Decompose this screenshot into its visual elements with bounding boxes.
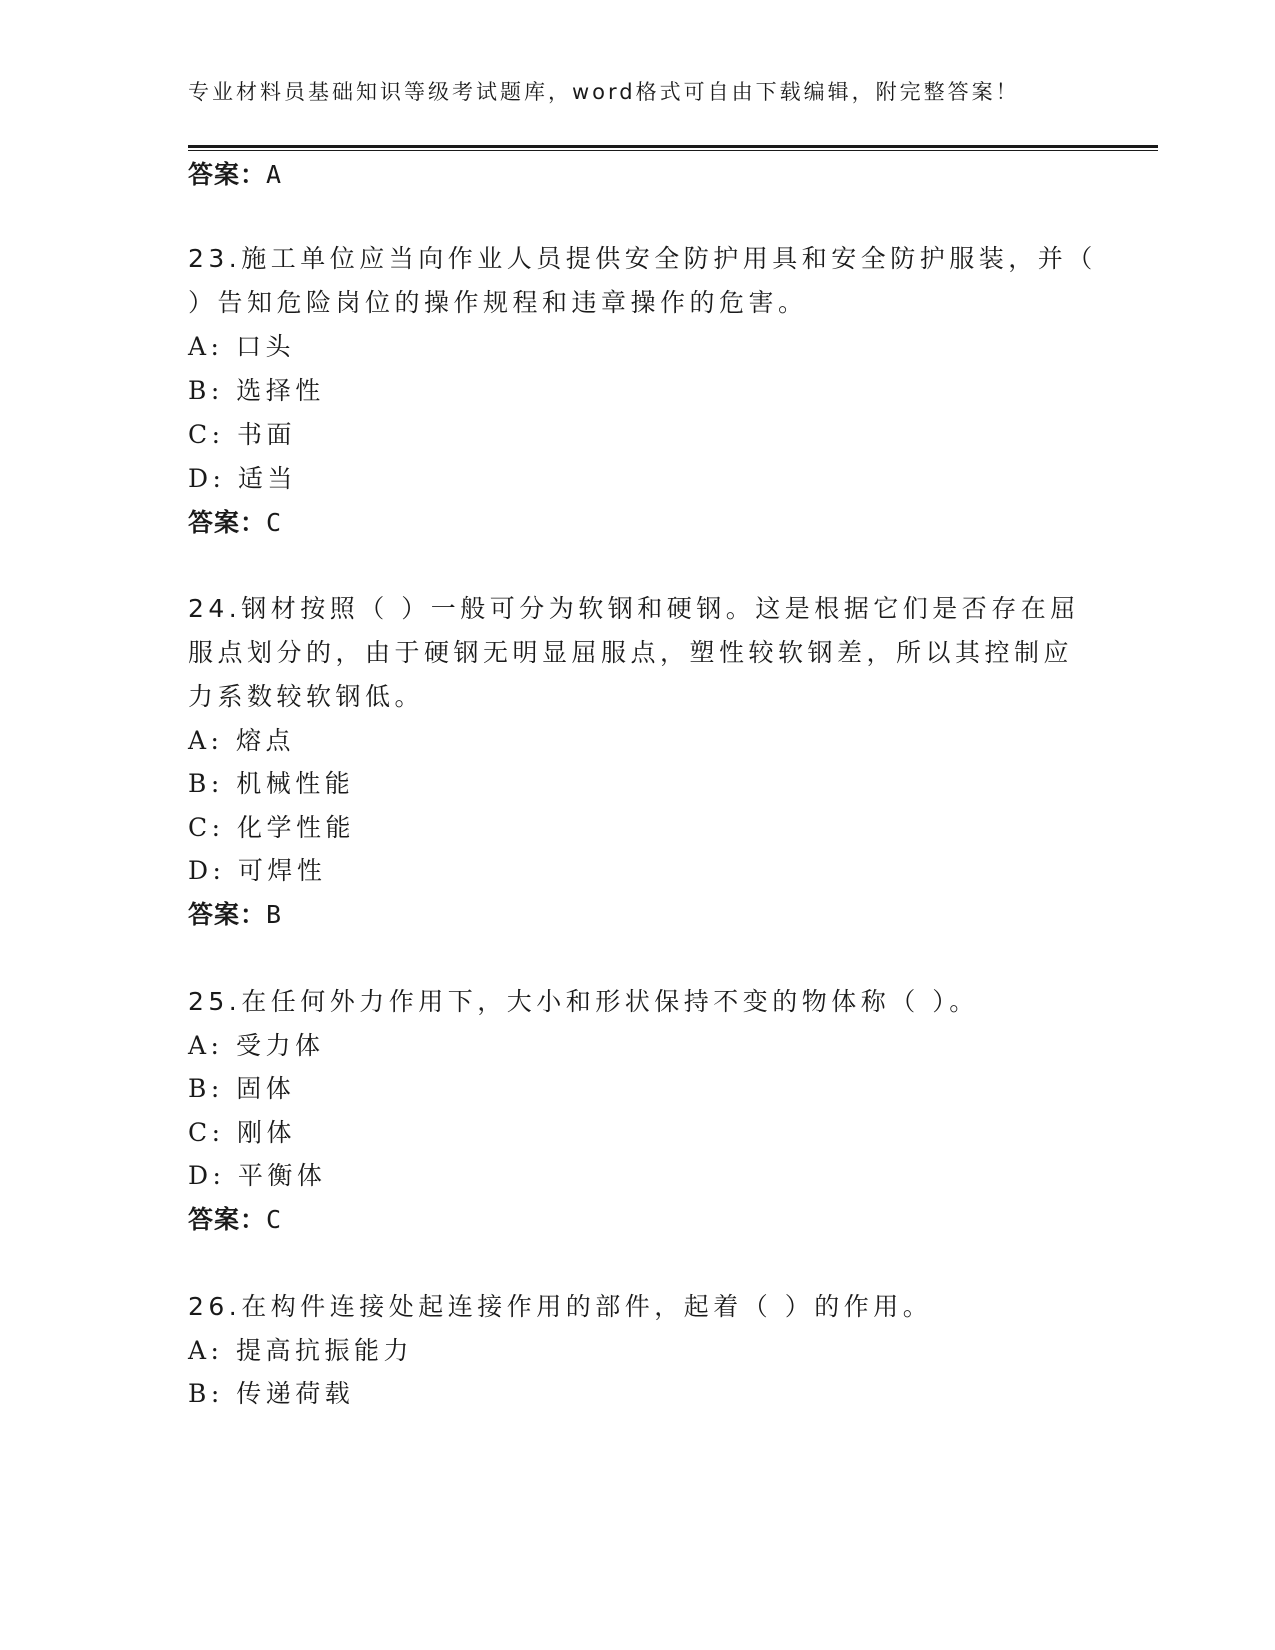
option-text: 适当 (237, 464, 297, 493)
option-key: B: (188, 1074, 224, 1103)
question-25-line-1: 25.在任何外力作用下，大小和形状保持不变的物体称（ ）。 (188, 987, 979, 1016)
answer-value: B (266, 900, 283, 929)
question-25-option-c (188, 1116, 296, 1150)
option-key: D: (188, 1161, 226, 1190)
option-key: B: (188, 376, 224, 405)
option-text: 选择性 (236, 376, 325, 405)
option-key: D: (188, 464, 226, 493)
option-text: 书面 (237, 420, 297, 449)
option-text: 口头 (235, 332, 295, 361)
answer-value: C (266, 1205, 283, 1234)
option-key: C: (188, 1118, 225, 1147)
option-key: A: (188, 1336, 224, 1365)
header-rule-thick (188, 145, 1158, 148)
question-25-answer (188, 1203, 282, 1237)
question-24-option-d (188, 854, 326, 888)
question-23-answer (188, 506, 282, 540)
option-text: 传递荷载 (236, 1379, 355, 1408)
question-24-option-b (188, 767, 354, 801)
option-text: 固体 (236, 1074, 296, 1103)
page-header: 专业材料员基础知识等级考试题库，word格式可自由下载编辑，附完整答案！ (188, 80, 1020, 104)
option-text: 可焊性 (237, 856, 327, 885)
answer-value: C (266, 508, 283, 537)
answer-label: 答案： (188, 1205, 267, 1234)
question-25-option-d (188, 1159, 326, 1193)
option-text: 平衡体 (237, 1161, 327, 1190)
answer-value: A (266, 160, 283, 189)
option-key: A: (188, 726, 224, 755)
option-text: 受力体 (235, 1031, 325, 1060)
question-26-option-a (188, 1334, 413, 1368)
question-25-option-b (188, 1072, 295, 1106)
question-23-line-2: ）告知危险岗位的操作规程和违章操作的危害。 (188, 288, 808, 317)
answer-label: 答案： (188, 160, 267, 189)
option-text: 化学性能 (237, 813, 356, 842)
option-text: 刚体 (237, 1118, 297, 1147)
answer-label: 答案： (188, 900, 267, 929)
answer-label: 答案： (188, 508, 267, 537)
question-23-line-1: 23.施工单位应当向作业人员提供安全防护用具和安全防护服装，并（ (188, 244, 1097, 273)
header-rule-thin (188, 150, 1158, 151)
question-23-option-d (188, 462, 297, 496)
question-26-option-b (188, 1377, 354, 1411)
option-text: 提高抗振能力 (235, 1336, 413, 1365)
answer-prev (188, 158, 282, 192)
question-24-line-1: 24.钢材按照（ ）一般可分为软钢和硬钢。这是根据它们是否存在屈 (188, 594, 1080, 623)
question-23-option-a (188, 330, 295, 364)
option-key: B: (188, 769, 224, 798)
question-23-option-c (188, 418, 296, 452)
question-25-option-a (188, 1029, 324, 1063)
question-24-line-3: 力系数较软钢低。 (188, 682, 425, 711)
option-key: D: (188, 856, 226, 885)
option-key: C: (188, 813, 225, 842)
option-key: C: (188, 420, 225, 449)
question-24-answer (188, 898, 282, 932)
option-key: B: (188, 1379, 224, 1408)
option-key: A: (188, 1031, 224, 1060)
question-24-option-a (188, 724, 295, 758)
question-24-line-2: 服点划分的，由于硬钢无明显屈服点，塑性较软钢差，所以其控制应 (188, 638, 1074, 667)
question-24-option-c (188, 811, 355, 845)
question-26-line-1: 26.在构件连接处起连接作用的部件，起着（ ）的作用。 (188, 1292, 933, 1321)
option-text: 机械性能 (236, 769, 355, 798)
question-23-option-b (188, 374, 325, 408)
option-key: A: (188, 332, 224, 361)
option-text: 熔点 (235, 726, 295, 755)
